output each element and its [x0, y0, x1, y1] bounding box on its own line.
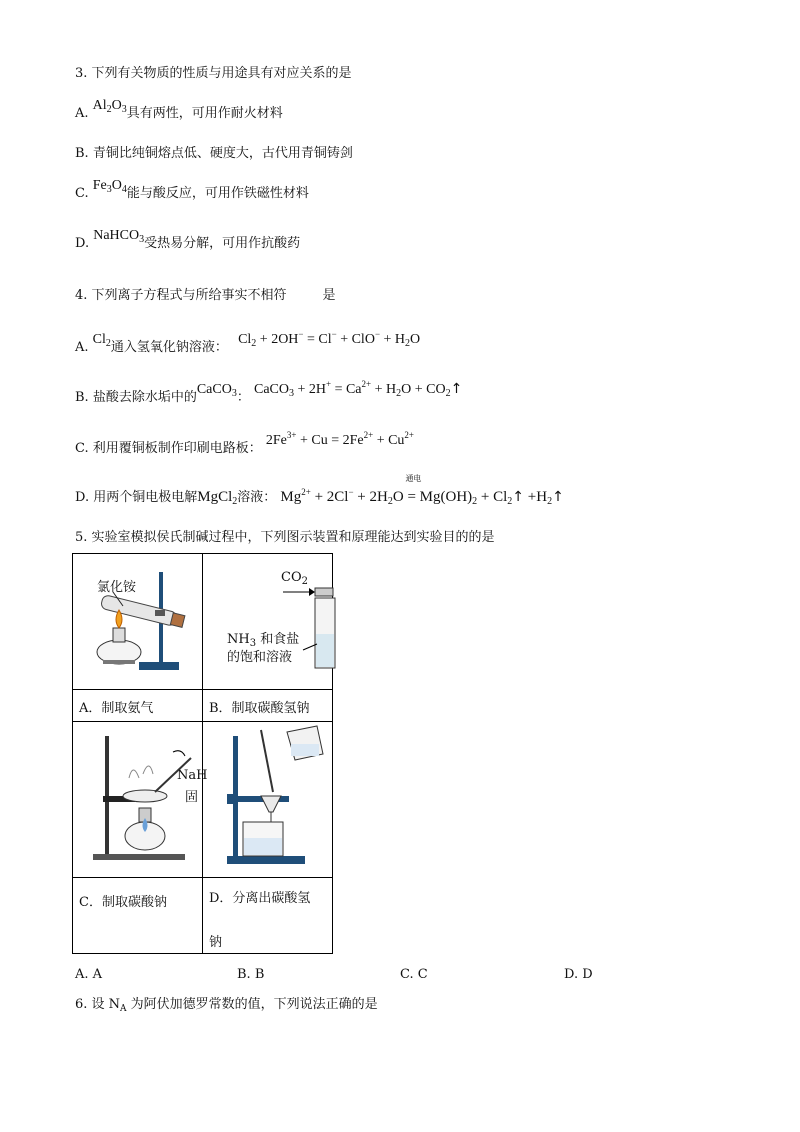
- formula-nahco3: NaHCO$_3$: [93, 228, 145, 245]
- ammonia-apparatus-diagram: [73, 554, 202, 689]
- q3-option-d: [75, 228, 301, 254]
- q3-stem: 3. 下列有关物质的性质与用途具有对应关系的是: [75, 66, 352, 81]
- q4-stem: [75, 288, 336, 304]
- q4-d-text2: 溶液：: [237, 490, 277, 505]
- q4-c-text: C. 利用覆铜板制作印刷电路板：: [75, 441, 262, 456]
- formula-fe3o4: $Fe_3O_4$: [92, 178, 127, 195]
- q5-stem: 5. 实验室模拟侯氏制碱过程中，下列图示装置和原理能达到实验目的的是: [75, 530, 495, 545]
- caption-d: D．分离出碳酸氢 钠: [203, 878, 333, 954]
- label-ammonium-chloride: 氯化铵: [97, 580, 137, 595]
- q3-b-text: 青铜比纯铜熔点低、硬度大，古代用青铜铸剑: [92, 146, 353, 161]
- q4-b-text: B. 盐酸去除水垢中的: [75, 390, 197, 405]
- q3-c-label: C.: [75, 186, 89, 201]
- q4-stem-text: 4. 下列离子方程式与所给事实不相符: [75, 288, 287, 303]
- carbonate-apparatus-diagram: [73, 722, 202, 877]
- label-saturated-solution: 的饱和溶液: [227, 650, 293, 665]
- label-nh3-salt: $NH_3$ 和食盐: [227, 632, 300, 649]
- apparatus-table: [72, 553, 333, 954]
- q3-option-c: [75, 178, 309, 204]
- caption-a: A．制取氨气: [73, 690, 203, 722]
- q5-option-c: C. C: [400, 967, 428, 982]
- q3-d-label: D.: [75, 236, 90, 251]
- q3-b-label: B.: [75, 146, 89, 161]
- cell-c-image: [73, 722, 208, 878]
- equation-b: CaCO$_3$ + $2H^+ = Ca^{2+} + H_2O$ + $CO_2↑$: [253, 379, 463, 399]
- cell-b-image: [203, 554, 333, 690]
- q5-option-a: A. A: [75, 967, 103, 982]
- q5-option-d: D. D: [564, 967, 593, 982]
- q4-d-text: D. 用两个铜电极电解: [75, 490, 198, 505]
- q3-option-b: [75, 146, 353, 162]
- formula-cl2: $Cl_2$: [92, 332, 111, 349]
- q4-a-text: 通入氢氧化钠溶液：: [110, 340, 228, 355]
- q4-option-c: [75, 430, 414, 458]
- q6-stem: 6. 设 $N_A$ 为阿伏加德罗常数的值，下列说法正确的是: [75, 997, 378, 1014]
- q3-a-label: A.: [75, 106, 89, 121]
- formula-caco3: CaCO$_3$: [196, 382, 237, 399]
- q4-b-colon: ：: [236, 390, 250, 405]
- equation-d: $Mg^{2+} + 2Cl^- + 2H_2O$ 通电 = $Mg(OH)_2$ + $Cl_2↑$ $+H_2↑$: [280, 474, 564, 507]
- bicarbonate-apparatus-diagram: [203, 554, 332, 689]
- label-nah: NaH: [177, 768, 208, 783]
- formula-mgcl2: MgCl$_2$: [197, 489, 238, 507]
- cell-d-image: [203, 722, 333, 878]
- cell-a-image: [73, 554, 203, 690]
- caption-c: C．制取碳酸钠: [73, 878, 203, 954]
- q3-a-text: 具有两性，可用作耐火材料: [126, 106, 283, 121]
- q3-d-text: 受热易分解，可用作抗酸药: [144, 236, 301, 251]
- equation-a: $Cl_2 + 2OH^- = Cl^- + ClO^- + H_2O$: [238, 329, 421, 349]
- equation-c: $2Fe^{3+} + Cu = 2Fe^{2+} + Cu^{2+}$: [265, 430, 414, 448]
- caption-b: B．制取碳酸氢钠: [203, 690, 333, 722]
- label-co2: $CO_2$: [281, 570, 308, 587]
- q4-a-label: A.: [75, 340, 89, 355]
- formula-al2o3: $Al_2O_3$: [92, 98, 127, 115]
- label-solid: 固: [185, 790, 199, 805]
- q4-stem-end: 是: [322, 288, 336, 303]
- filtration-apparatus-diagram: [203, 722, 332, 877]
- q4-option-d: [75, 474, 564, 508]
- q3-option-a: [75, 98, 283, 124]
- q4-option-b: [75, 379, 463, 408]
- q3-c-text: 能与酸反应，可用作铁磁性材料: [126, 186, 309, 201]
- condition-electrolysis: 通电: [405, 474, 422, 483]
- q5-option-b: B. B: [237, 967, 265, 982]
- q4-option-a: [75, 329, 421, 358]
